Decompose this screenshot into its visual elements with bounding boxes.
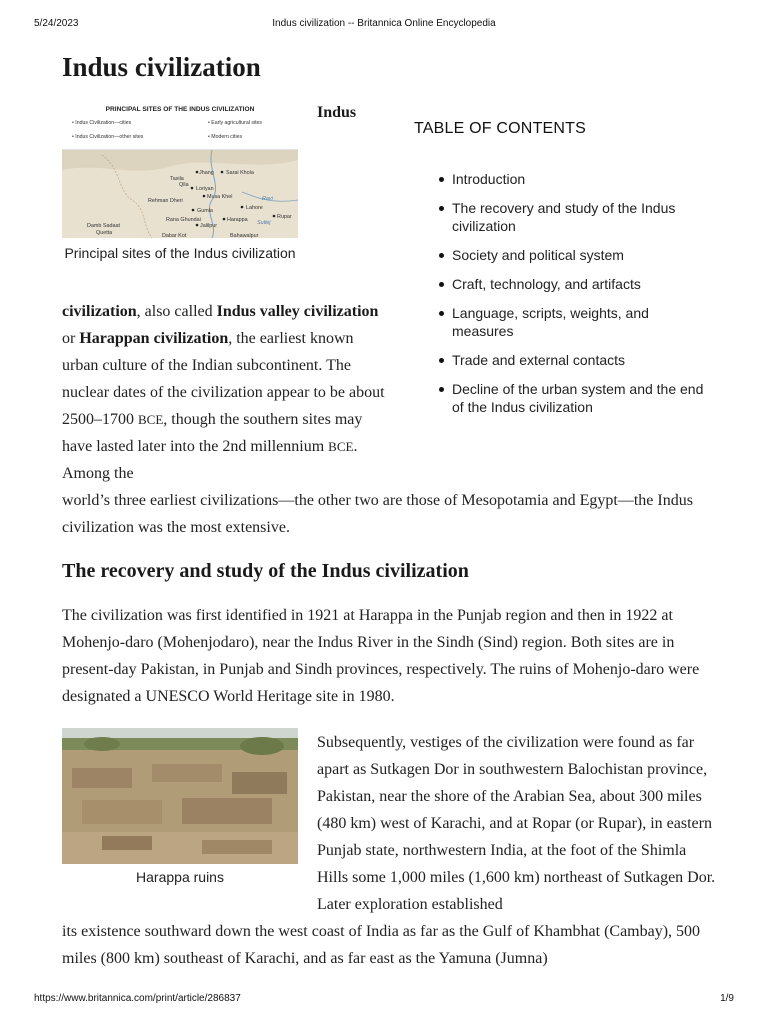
toc-item-introduction[interactable] [437, 170, 714, 188]
term-indus-valley-civilization: Indus valley civilization [216, 303, 379, 320]
map-place: Bahawalpur [230, 233, 259, 238]
map-legend-item: • Indus Civilization—cities [72, 120, 132, 126]
map-place: Quetta [96, 230, 113, 236]
harappa-ruins-image[interactable] [62, 728, 298, 864]
intro-text: or [62, 330, 80, 347]
intro-text: , also called [136, 303, 217, 320]
bullet-icon [439, 206, 444, 211]
era-abbreviation: BCE [328, 439, 354, 454]
toc-item-society[interactable] [437, 246, 714, 264]
map-place: Rupar [277, 214, 292, 220]
print-date: 5/24/2023 [34, 18, 79, 29]
bullet-icon [439, 282, 444, 287]
map-legend-item: • Modern cities [208, 134, 243, 140]
bullet-icon [439, 311, 444, 316]
bullet-icon [439, 253, 444, 258]
ruins-photo-graphic [62, 728, 298, 864]
era-abbreviation: BCE [138, 412, 164, 427]
map-heading: PRINCIPAL SITES OF THE INDUS CIVILIZATION [105, 106, 255, 113]
lead-word: Indus [317, 104, 357, 121]
page-number: 1/9 [720, 993, 734, 1004]
print-header [0, 18, 768, 32]
toc-item-trade[interactable] [437, 351, 714, 369]
toc-item-label: Society and political system [452, 247, 624, 263]
bullet-icon [439, 387, 444, 392]
toc-item-craft[interactable] [437, 275, 714, 293]
toc-item-language[interactable] [437, 304, 714, 340]
map-river-label: Ravi [262, 196, 273, 202]
bullet-icon [439, 177, 444, 182]
term-civilization: civilization [62, 303, 137, 320]
print-url[interactable]: https://www.britannica.com/print/article/286837 [34, 993, 241, 1004]
map-place: Sarai Khola [226, 170, 254, 176]
sites-map-graphic [62, 100, 298, 238]
map-place: Musa Khel [207, 194, 233, 200]
toc-heading: TABLE OF CONTENTS [414, 120, 587, 137]
map-place: Harappa [227, 217, 248, 223]
map-place: Qila [179, 182, 189, 188]
map-place: Loriyan [196, 186, 214, 192]
map-legend-item: • Indus Civilization—other sites [72, 134, 144, 140]
map-place: Dabar Kot [162, 233, 187, 238]
intro-text: . Among the [62, 438, 358, 482]
map-place: Jhang [199, 170, 214, 176]
toc-item-label: Introduction [452, 171, 526, 187]
map-place: Rehman Dheri [148, 198, 183, 204]
print-footer [0, 993, 768, 1007]
map-place: Gumla [197, 208, 213, 214]
table-of-contents [414, 120, 714, 427]
map-legend-item: • Early agricultural sites [208, 120, 262, 126]
term-harappan-civilization: Harappan civilization [79, 330, 229, 347]
intro-text: , the earliest known urban culture of the Indian subcontinent. The nuclear dates of the civilization appear to be about 2500–1700 [62, 330, 385, 428]
toc-item-label: Decline of the urban system and the end of the Indus civilization [452, 381, 704, 415]
toc-item-label: The recovery and study of the Indus civilization [452, 200, 676, 234]
page-title: Indus civilization [62, 52, 261, 82]
toc-item-label: Language, scripts, weights, and measures [452, 305, 649, 339]
sites-map-image[interactable] [62, 100, 298, 238]
toc-item-decline[interactable] [437, 380, 714, 416]
map-caption: Principal sites of the Indus civilization [64, 245, 296, 261]
toc-list [414, 170, 714, 416]
section-heading: The recovery and study of the Indus civilization [62, 560, 469, 582]
map-river-label: Sutlej [257, 220, 271, 226]
intro-paragraph-continued: world’s three earliest civilizations—the other two are those of Mesopotamia and Egypt—the Indus civilization was the most extensive. [62, 492, 693, 536]
intro-paragraph [62, 298, 386, 487]
body-paragraph: Subsequently, vestiges of the civilization were found as far apart as Sutkagen Dor in southwestern Balochistan province, Pakistan, near the shore of the Arabian Sea, about 300 miles (480 km) west of Karachi, and at Ropar (or Rupar), in eastern Punjab state, northwestern India, at the foot of the Shimla Hills some 1,000 miles (1,600 km) northeast of Sutkagen Dor. Later exploration established [317, 734, 716, 913]
map-place: Jalilpur [200, 223, 218, 229]
photo-caption: Harappa ruins [136, 869, 224, 885]
body-paragraph-continued: its existence southward down the west coast of India as far as the Gulf of Khambhat (Cambay), 500 miles (800 km) southeast of Karachi, and as far east as the Yamuna (Jumna) [62, 923, 701, 967]
intro-text: , though the southern sites may have lasted later into the 2nd millennium [62, 411, 363, 455]
bullet-icon [439, 358, 444, 363]
map-place: Damb Sadaat [87, 223, 120, 229]
map-place: Lahore [246, 205, 263, 211]
toc-item-label: Craft, technology, and artifacts [452, 276, 641, 292]
toc-item-label: Trade and external contacts [452, 352, 626, 368]
toc-item-recovery[interactable] [437, 199, 714, 235]
map-place: Rana Ghundai [166, 217, 201, 223]
body-paragraph: The civilization was first identified in 1921 at Harappa in the Punjab region and then in 1922 at Mohenjo-daro (Mohenjodaro), near the Indus River in the Sindh (Sind) region. Both sites are in present-day Pakistan, in Punjab and Sindh provinces, respectively. The ruins of Mohenjo-daro were designated a UNESCO World Heritage site in 1980. [62, 607, 700, 705]
map-place: Taxila [170, 176, 184, 182]
print-document-title: Indus civilization -- Britannica Online Encyclopedia [272, 18, 496, 29]
